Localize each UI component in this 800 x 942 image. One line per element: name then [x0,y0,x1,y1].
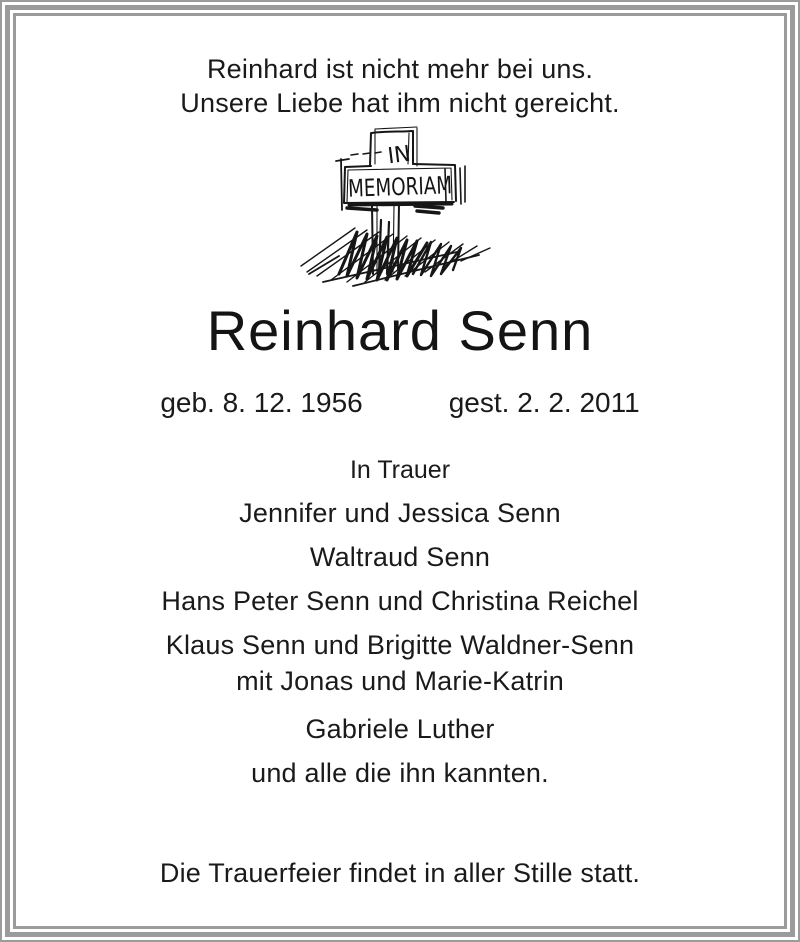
birth-date: geb. 8. 12. 1956 [160,387,363,418]
memorial-word-memoriam: MEMORIAM [347,170,485,203]
notice-content [16,16,784,926]
intro-line-2: Unsere Liebe hat ihm nicht gereicht. [180,88,620,118]
mourner-line: Jennifer und Jessica Senn [239,498,561,528]
memorial-cross-icon [295,124,505,290]
memorial-word-in: IN [386,141,413,170]
mourner-group [166,616,634,696]
mourning-heading: In Trauer [349,456,451,484]
mourner-line: Hans Peter Senn und Christina Reichel [161,586,639,616]
memorial-cross-illustration [295,124,505,290]
mourner-line: und alle die ihn kannten. [251,758,549,788]
death-date: gest. 2. 2. 2011 [448,387,640,418]
mourner-line: Waltraud Senn [309,542,491,572]
mourner-line: Gabriele Luther [305,714,495,744]
deceased-name: Reinhard Senn [206,299,594,362]
funeral-notice: Die Trauerfeier findet in aller Stille statt. [159,858,641,888]
mourner-line: Klaus Senn und Brigitte Waldner-Senn [165,630,635,660]
life-dates [160,388,639,418]
intro-line-1: Reinhard ist nicht mehr bei uns. [206,54,594,84]
intro-verse [180,52,619,120]
mourner-subline: mit Jonas und Marie-Katrin [236,666,564,696]
